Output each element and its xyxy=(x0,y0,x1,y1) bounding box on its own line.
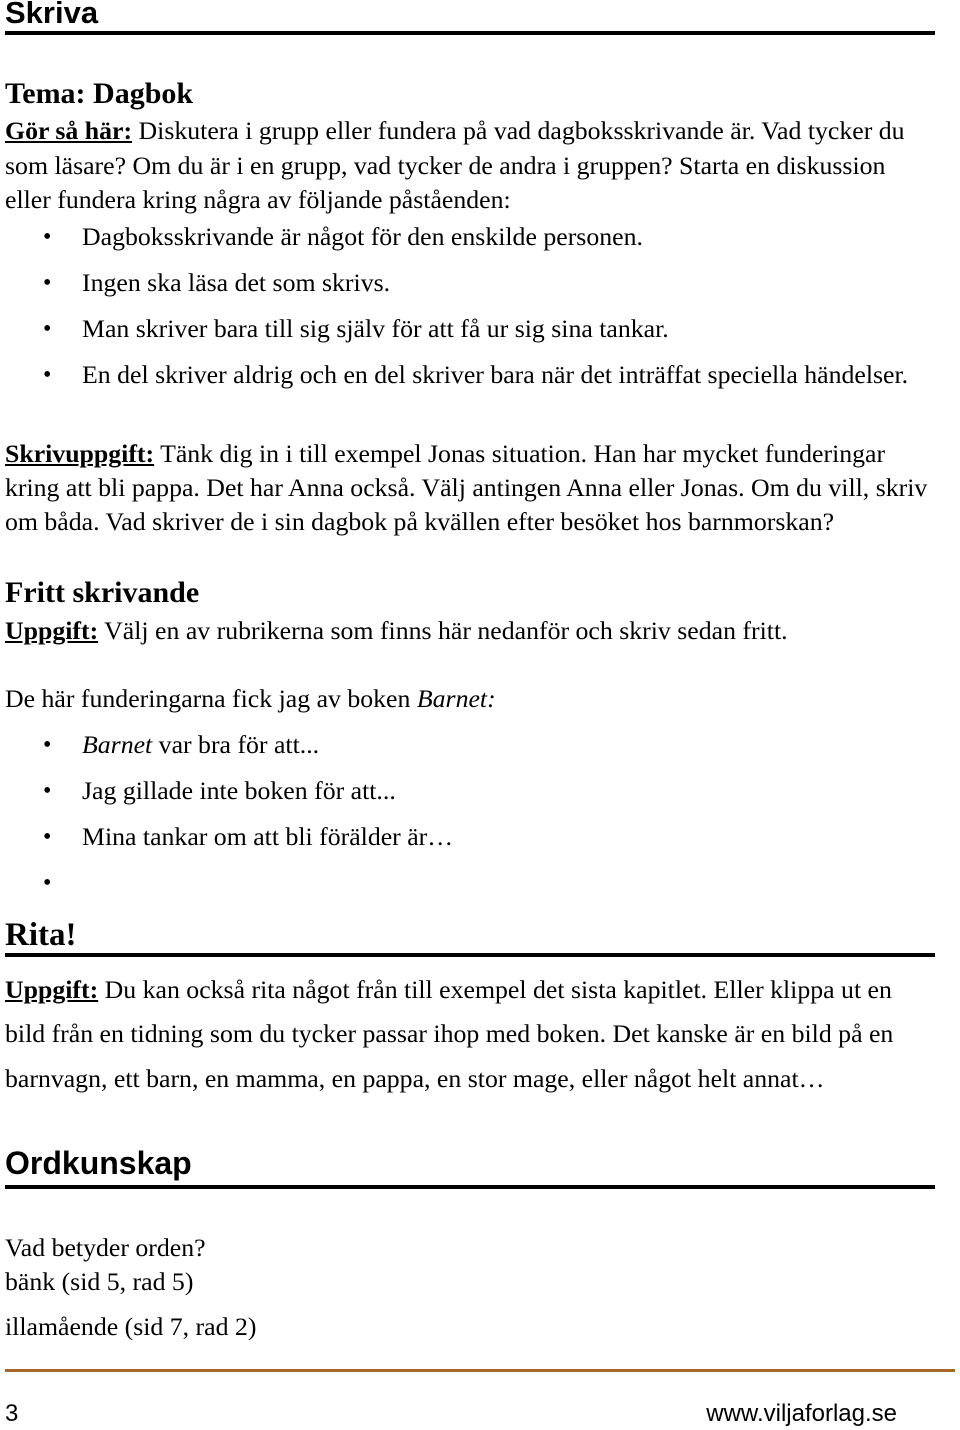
bullet-icon: • xyxy=(43,778,52,804)
fritt-bullet-3: Mina tankar om att bli förälder är… xyxy=(82,822,454,851)
ordkunskap-question: Vad betyder orden? xyxy=(5,1233,206,1262)
fritt-task-text: Välj en av rubrikerna som finns här nedanför och skriv sedan fritt. xyxy=(104,616,788,645)
book-title: Barnet xyxy=(82,730,153,759)
fritt-bullet-1 xyxy=(82,728,319,762)
page-title: Skriva xyxy=(5,0,99,30)
tema-bullet-1: Dagboksskrivande är något för den enskilde personen. xyxy=(82,222,643,251)
rita-heading: Rita! xyxy=(5,917,77,953)
fritt-bullet-2: Jag gillade inte boken för att... xyxy=(82,776,396,805)
vocabulary-word: bänk (sid 5, rad 5) xyxy=(5,1267,194,1296)
tema-bullet-2: Ingen ska läsa det som skrivs. xyxy=(82,268,391,297)
bullet-icon: • xyxy=(43,824,52,850)
fritt-bullet-1-text: var bra för att... xyxy=(158,730,320,759)
rita-rule xyxy=(5,953,935,957)
tema-line-2: som läsare? Om du är i en grupp, vad tycker de andra i gruppen? Starta en diskussion xyxy=(5,151,886,180)
tema-bullet-4: En del skriver aldrig och en del skriver bara när det inträffat speciella händelser. xyxy=(82,360,909,389)
rita-line-2: bild från en tidning som du tycker passar ihop med boken. Det kanske är en bild på en xyxy=(5,1019,894,1048)
rita-text-1: Du kan också rita något från till exempel det sista kapitlet. Eller klippa ut en xyxy=(104,975,892,1004)
rita-uppgift-label: Uppgift: xyxy=(5,975,99,1004)
vocabulary-word: illamående (sid 7, rad 2) xyxy=(5,1312,257,1341)
skrivuppgift-line-1 xyxy=(5,437,885,471)
tema-text-1: Diskutera i grupp eller fundera på vad dagboksskrivande är. Vad tycker du xyxy=(138,116,905,145)
skrivuppgift-line-3: om båda. Vad skriver de i sin dagbok på kvällen efter besöket hos barnmorskan? xyxy=(5,507,835,536)
bullet-icon: • xyxy=(43,270,52,296)
fritt-uppgift-label: Uppgift: xyxy=(5,616,99,645)
rita-line-1 xyxy=(5,973,892,1007)
fritt-intro-line xyxy=(5,682,496,716)
tema-line-1 xyxy=(5,114,905,148)
skrivuppgift-label: Skrivuppgift: xyxy=(5,439,155,468)
footer-rule xyxy=(5,1369,955,1372)
rita-line-3: barnvagn, ett barn, en mamma, en pappa, en stor mage, eller något helt annat… xyxy=(5,1064,825,1093)
tema-heading: Tema: Dagbok xyxy=(5,77,194,110)
page-number: 3 xyxy=(5,1400,19,1427)
bullet-icon: • xyxy=(43,224,52,250)
bullet-icon: • xyxy=(43,362,52,388)
skrivuppgift-text-1: Tänk dig in i till exempel Jonas situation. Han har mycket funderingar xyxy=(160,439,886,468)
book-title: Barnet: xyxy=(416,684,496,713)
bullet-icon: • xyxy=(43,316,52,342)
bullet-icon: • xyxy=(43,732,52,758)
title-rule xyxy=(5,31,935,35)
skrivuppgift-line-2: kring att bli pappa. Det har Anna också. Välj antingen Anna eller Jonas. Om du vill, skriv xyxy=(5,473,928,502)
ordkunskap-heading: Ordkunskap xyxy=(5,1145,192,1181)
gor-sa-har-label: Gör så här: xyxy=(5,116,133,145)
bullet-icon: • xyxy=(43,870,52,896)
tema-line-3: eller fundera kring några av följande påståenden: xyxy=(5,185,511,214)
ordkunskap-rule xyxy=(5,1185,935,1189)
fritt-task-line xyxy=(5,614,788,648)
fritt-heading: Fritt skrivande xyxy=(5,576,200,609)
tema-bullet-3: Man skriver bara till sig själv för att få ur sig sina tankar. xyxy=(82,314,669,343)
fritt-intro-text: De här funderingarna fick jag av boken xyxy=(5,684,411,713)
publisher-website: www.viljaforlag.se xyxy=(706,1400,897,1427)
